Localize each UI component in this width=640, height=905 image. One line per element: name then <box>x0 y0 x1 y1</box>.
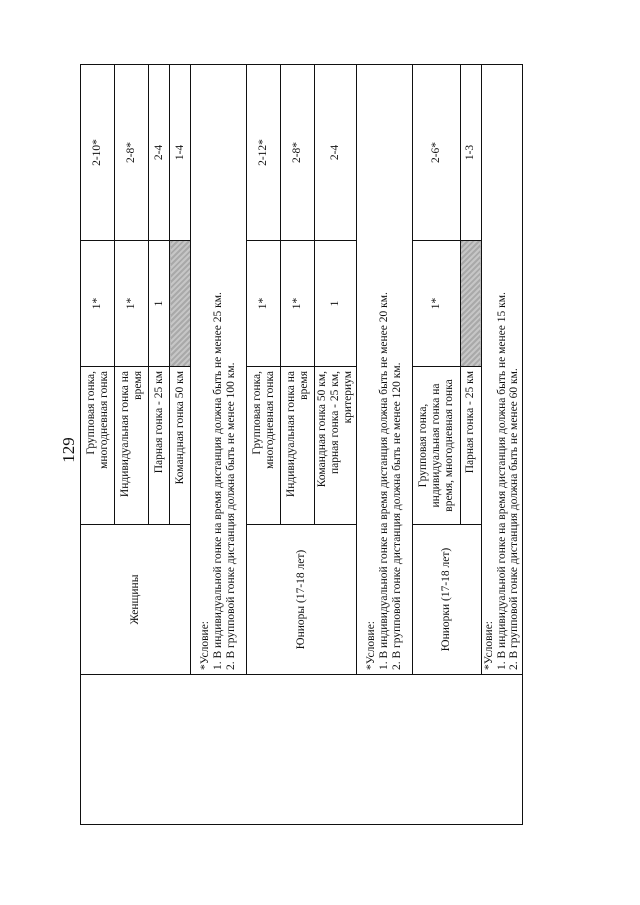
condition-juniors <box>356 65 412 675</box>
value1-cell: 1* <box>281 241 315 367</box>
value2-cell: 2-4 <box>149 65 170 241</box>
condition-women <box>191 65 247 675</box>
blank-left-column <box>81 675 523 825</box>
condition-title: *Условие: <box>482 621 495 670</box>
discipline-cell: Групповая гонка, индивидуальная гонка на время, многодневная гонка <box>412 367 460 525</box>
category-junior-women: Юниорки (17-18 лет) <box>412 525 481 675</box>
condition-line: 2. В групповой гонке дистанция должна быть не менее 120 км. <box>390 362 403 670</box>
discipline-cell: Командная гонка 50 км <box>170 367 191 525</box>
condition-line: 1. В индивидуальной гонке на время дистанция должна быть не менее 15 км. <box>495 292 508 670</box>
value2-cell: 2-8* <box>115 65 149 241</box>
value2-cell: 2-8* <box>281 65 315 241</box>
discipline-cell: Парная гонка - 25 км <box>460 367 481 525</box>
condition-line: 2. В групповой гонке дистанция должна быть не менее 60 км. <box>508 368 521 670</box>
value2-cell: 2-10* <box>81 65 115 241</box>
value1-cell: 1* <box>412 241 460 367</box>
value1-cell: 1* <box>81 241 115 367</box>
discipline-cell: Групповая гонка, многодневная гонка <box>247 367 281 525</box>
rotated-table-wrapper <box>80 65 521 825</box>
value2-cell: 2-6* <box>412 65 460 241</box>
condition-line: 1. В индивидуальной гонке на время дистанция должна быть не менее 25 км. <box>212 292 225 670</box>
condition-line: 1. В индивидуальной гонке на время дистанция должна быть не менее 20 км. <box>377 292 390 670</box>
value2-cell: 1-3 <box>460 65 481 241</box>
category-juniors: Юниоры (17-18 лет) <box>247 525 357 675</box>
value1-cell: 1 <box>149 241 170 367</box>
shaded-cell <box>170 241 191 367</box>
condition-title: *Условие: <box>364 621 377 670</box>
value1-cell: 1* <box>247 241 281 367</box>
shaded-cell <box>460 241 481 367</box>
discipline-cell: Парная гонка - 25 км <box>149 367 170 525</box>
discipline-cell: Групповая гонка, многодневная гонка <box>81 367 115 525</box>
category-women: Женщины <box>81 525 191 675</box>
value1-cell: 1* <box>115 241 149 367</box>
condition-line: 2. В групповой гонке дистанция должна быть не менее 100 км. <box>224 362 237 670</box>
qualification-table <box>80 64 523 825</box>
condition-title: *Условие: <box>199 621 212 670</box>
value2-cell: 2-12* <box>247 65 281 241</box>
discipline-cell: Индивидуальная гонка на время <box>115 367 149 525</box>
value2-cell: 2-4 <box>315 65 357 241</box>
discipline-cell: Индивидуальная гонка на время <box>281 367 315 525</box>
table-row <box>81 65 115 825</box>
page-number: 129 <box>59 437 78 463</box>
condition-junior-women <box>481 65 523 675</box>
value1-cell: 1 <box>315 241 357 367</box>
discipline-cell: Командная гонка 50 км, парная гонка - 25 км, критериум <box>315 367 357 525</box>
value2-cell: 1-4 <box>170 65 191 241</box>
